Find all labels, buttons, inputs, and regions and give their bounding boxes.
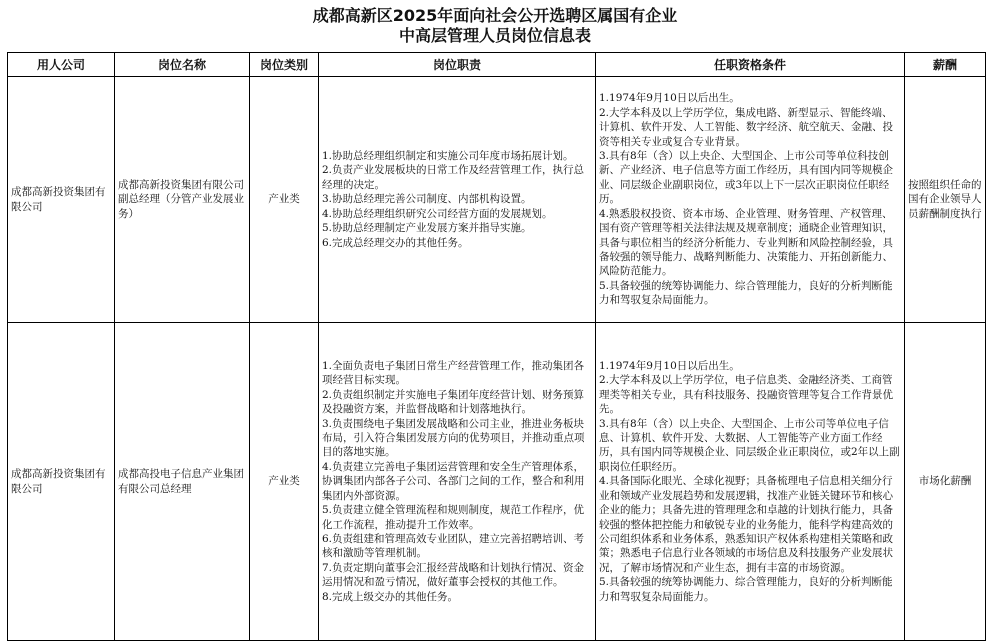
duties-cell xyxy=(319,323,596,641)
duties-cell xyxy=(319,77,596,323)
duty-item: 8.完成上级交办的其他任务。 xyxy=(322,590,459,603)
duty-item: 7.负责定期向董事会汇报经营战略和计划执行情况、资金运用情况和盈亏情况，做好董事会授权的其他工作。 xyxy=(322,561,585,589)
company-cell: 成都高新投资集团有限公司 xyxy=(8,77,115,323)
table-row xyxy=(8,77,986,323)
qualification-item: 3.具有8年（含）以上央企、大型国企、上市公司等单位电子信息、计算机、软件开发、大数据、人工智能等产业方面工作经历，具有国内同等规模企业、同层级企业正职岗位，或2年以上副职岗位任职经历。 xyxy=(599,417,900,473)
qualification-item: 1.1974年9月10日以后出生。 xyxy=(599,360,740,373)
qualification-item: 5.具备较强的统筹协调能力、综合管理能力，良好的分析判断能力和驾驭复杂局面能力。 xyxy=(599,576,893,603)
category-cell: 产业类 xyxy=(250,77,319,323)
position-cell: 成都高投电子信息产业集团有限公司总经理 xyxy=(115,323,250,641)
duty-item: 1.全面负责电子集团日常生产经营管理工作，推动集团各项经营目标实现。 xyxy=(322,360,585,387)
salary-cell: 按照组织任命的国有企业领导人员薪酬制度执行 xyxy=(905,77,986,323)
duty-item: 6.完成总经理交办的其他任务。 xyxy=(322,236,469,249)
duty-item: 5.协助总经理制定产业发展方案并指导实施。 xyxy=(322,222,532,235)
title-line-1: 成都高新区2025年面向社会公开选聘区属国有企业 xyxy=(312,6,678,25)
company-cell: 成都高新投资集团有限公司 xyxy=(8,323,115,641)
category-cell: 产业类 xyxy=(250,323,319,641)
qualification-item: 4.熟悉股权投资、资本市场、企业管理、财务管理、产权管理、国有资产管理等相关法律法规及规章制度；通晓企业管理知识，具备与职位相当的经济分析能力、专业判断和风险控制经验，具备较强的领导能力、战略判断能力、决策能力、开拓创新能力、风险防范能力。 xyxy=(599,207,893,278)
duty-item: 3.协助总经理完善公司制度、内部机构设置。 xyxy=(322,193,532,206)
header-company: 用人公司 xyxy=(8,53,115,77)
duty-item: 4.协助总经理组织研究公司经营方面的发展规划。 xyxy=(322,207,553,220)
table-header-row xyxy=(8,53,986,77)
qualification-item: 2.大学本科及以上学历学位，电子信息类、金融经济类、工商管理类等相关专业，具有科技服务、投融资管理等复合工作背景优先。 xyxy=(599,374,893,416)
header-qualifications: 任职资格条件 xyxy=(596,53,905,77)
salary-cell: 市场化薪酬 xyxy=(905,323,986,641)
page-title xyxy=(0,0,990,48)
position-cell: 成都高新投资集团有限公司副总经理（分管产业发展业务） xyxy=(115,77,250,323)
qualification-item: 4.具备国际化眼光、全球化视野；具备梳理电子信息相关细分行业和领域产业发展趋势和发展逻辑，找准产业链关键环节和核心企业的能力；具备先进的管理理念和卓越的计划执行能力，具备较强的整体把控能力和敏锐专业的业务能力，能科学构建高效的公司组织体系和业务体系，熟悉知识产权体系构建相关策略和政策；熟悉电子信息行业各领域的市场信息及科技服务产业发展状况，了解市场情况和产业生态，拥有丰富的市场资源。 xyxy=(599,475,893,574)
duty-item: 5.负责建立健全管理流程和规则制度，规范工作程序，优化工作流程，推动提升工作效率。 xyxy=(322,504,585,531)
table-row xyxy=(8,323,986,641)
duty-item: 1.协助总经理组织制定和实施公司年度市场拓展计划。 xyxy=(322,150,574,163)
qualification-item: 5.具备较强的统筹协调能力、综合管理能力，良好的分析判断能力和驾驭复杂局面能力。 xyxy=(599,279,893,307)
duty-item: 2.负责产业发展板块的日常工作及经营管理工作，执行总经理的决定。 xyxy=(322,164,585,191)
duty-item: 3.负责围绕电子集团发展战略和公司主业，推进业务板块布局，引入符合集团发展方向的优势项目，并推动重点项目的落地实施。 xyxy=(322,417,585,459)
header-duties: 岗位职责 xyxy=(319,53,596,77)
position-info-table xyxy=(7,52,986,641)
header-category: 岗位类别 xyxy=(250,53,319,77)
duty-item: 4.负责建立完善电子集团运营管理和安全生产管理体系，协调集团内部各子公司、各部门之间的工作，整合和利用集团内外部资源。 xyxy=(322,460,585,502)
qualification-item: 2.大学本科及以上学历学位，集成电路、新型显示、智能终端、计算机、软件开发、人工智能、数字经济、航空航天、金融、投资等相关专业或复合专业背景。 xyxy=(599,106,893,148)
duty-item: 2.负责组织制定并实施电子集团年度经营计划、财务预算及投融资方案，并监督战略和计划落地执行。 xyxy=(322,388,585,416)
header-salary: 薪酬 xyxy=(905,53,986,77)
qualifications-cell xyxy=(596,77,905,323)
qualification-item: 1.1974年9月10日以后出生。 xyxy=(599,92,740,105)
duty-item: 6.负责组建和管理高效专业团队，建立完善招聘培训、考核和激励等管理机制。 xyxy=(322,532,585,560)
header-position: 岗位名称 xyxy=(115,53,250,77)
title-line-2: 中高层管理人员岗位信息表 xyxy=(398,26,591,45)
qualifications-cell xyxy=(596,323,905,641)
qualification-item: 3.具有8年（含）以上央企、大型国企、上市公司等单位科技创新、产业经济、电子信息等方面工作经历，具有国内同等规模企业、同层级企业副职岗位，或3年以上下一层次正职岗位任职经历。 xyxy=(599,150,893,206)
